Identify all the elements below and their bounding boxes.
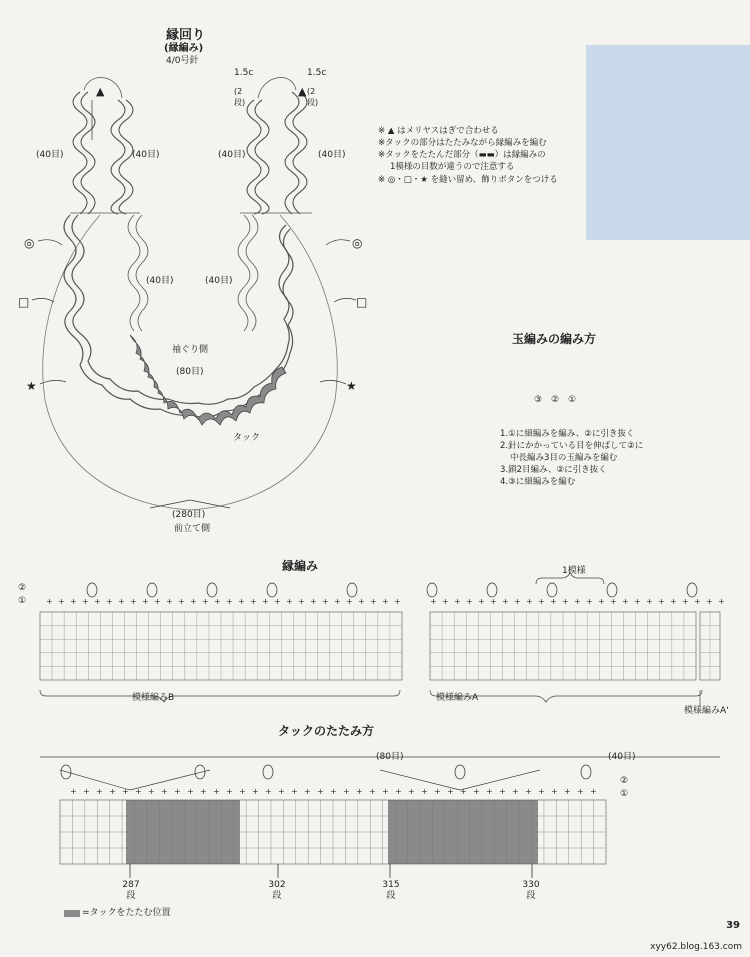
svg-text:+: + [538, 787, 545, 796]
bobble-title: 玉編みの編み方 [512, 332, 597, 346]
svg-text:+: + [466, 597, 473, 606]
left-height-label: 1.5c [234, 68, 254, 78]
border-chart-grid [40, 612, 720, 680]
svg-text:+: + [109, 787, 116, 796]
svg-text:+: + [190, 597, 197, 606]
svg-text:+: + [291, 787, 298, 796]
svg-text:+: + [122, 787, 129, 796]
svg-text:+: + [135, 787, 142, 796]
svg-text:+: + [252, 787, 259, 796]
svg-text:+: + [564, 787, 571, 796]
svg-text:+: + [442, 597, 449, 606]
tuck-total: (80目) [376, 752, 404, 762]
center-80-label: (80目) [176, 367, 204, 377]
bobble-step-2b: 中長編み3目の玉編みを編む [510, 453, 618, 463]
border-row-2: ② [18, 583, 27, 593]
note-2: ※タックの部分はたたみながら縁編みを編む [378, 138, 547, 148]
svg-text:+: + [430, 597, 437, 606]
svg-text:+: + [298, 597, 305, 606]
svg-text:+: + [598, 597, 605, 606]
svg-text:◎: ◎ [352, 236, 363, 250]
svg-text:+: + [682, 597, 689, 606]
svg-text:+: + [238, 597, 245, 606]
svg-text:+: + [525, 787, 532, 796]
svg-text:+: + [174, 787, 181, 796]
svg-text:◎: ◎ [24, 236, 35, 250]
needle-size: 4/0号針 [166, 56, 199, 66]
row-287: 287 段 [122, 880, 140, 901]
svg-text:+: + [526, 597, 533, 606]
seg-40-e: (40目) [146, 276, 174, 286]
seg-40-a: (40目) [36, 150, 64, 160]
svg-text:+: + [265, 787, 272, 796]
svg-text:□: □ [356, 295, 368, 309]
bottom-280-label: (280目) [172, 510, 206, 520]
bobble-step-1: 1.①に細編みを編み、②に引き抜く [500, 429, 635, 439]
svg-text:+: + [382, 787, 389, 796]
border-row-1: ① [18, 596, 27, 606]
svg-text:+: + [538, 597, 545, 606]
edging-title: 縁回り [166, 28, 206, 43]
seg-40-c: (40目) [218, 150, 246, 160]
svg-text:+: + [514, 597, 521, 606]
svg-text:+: + [70, 787, 77, 796]
svg-text:+: + [142, 597, 149, 606]
svg-text:+: + [286, 597, 293, 606]
tuck-label: タック [233, 433, 261, 443]
svg-text:+: + [346, 597, 353, 606]
svg-text:+: + [187, 787, 194, 796]
svg-text:+: + [460, 787, 467, 796]
svg-text:+: + [118, 597, 125, 606]
svg-text:+: + [502, 597, 509, 606]
pattern-a2-label: 模様編みA' [684, 706, 729, 716]
svg-text:+: + [694, 597, 701, 606]
svg-text:+: + [82, 597, 89, 606]
bobble-step-4: 4.③に細編みを編む [500, 477, 576, 487]
svg-text:+: + [577, 787, 584, 796]
svg-text:+: + [250, 597, 257, 606]
svg-text:+: + [130, 597, 137, 606]
svg-text:+: + [421, 787, 428, 796]
svg-text:+: + [58, 597, 65, 606]
svg-text:+: + [370, 597, 377, 606]
row-302: 302 段 [268, 880, 286, 901]
row-315: 315 段 [382, 880, 400, 901]
svg-text:□: □ [18, 295, 30, 309]
svg-text:+: + [499, 787, 506, 796]
border-chart-title: 縁編み [282, 559, 319, 573]
bobble-step-2: 2.針にかかっている目を伸ばして②に [500, 441, 644, 451]
seg-40-b: (40目) [132, 150, 160, 160]
svg-text:+: + [226, 597, 233, 606]
tuck-legend: =タックをたたむ位置 [82, 908, 171, 918]
svg-text:+: + [551, 787, 558, 796]
svg-text:+: + [486, 787, 493, 796]
svg-text:+: + [358, 597, 365, 606]
svg-text:+: + [394, 597, 401, 606]
pattern-a-label: 模様編みA [436, 693, 479, 703]
svg-text:+: + [278, 787, 285, 796]
svg-text:+: + [310, 597, 317, 606]
tuck-row-2: ② [620, 776, 629, 786]
seg-40-d: (40目) [318, 150, 346, 160]
svg-text:+: + [408, 787, 415, 796]
repeat-label: 1模様 [562, 566, 586, 576]
svg-text:+: + [369, 787, 376, 796]
svg-text:+: + [610, 597, 617, 606]
svg-text:+: + [395, 787, 402, 796]
bobble-num-1: ① [568, 395, 577, 405]
svg-text:+: + [200, 787, 207, 796]
page-number: 39 [726, 920, 740, 931]
svg-text:+: + [96, 787, 103, 796]
svg-text:★: ★ [346, 379, 357, 393]
seg-40-f: (40目) [205, 276, 233, 286]
svg-text:+: + [166, 597, 173, 606]
svg-text:+: + [330, 787, 337, 796]
footer-watermark: xyy62.blog.163.com [650, 942, 742, 952]
svg-text:+: + [213, 787, 220, 796]
right-height-label: 1.5c [307, 68, 327, 78]
svg-text:+: + [670, 597, 677, 606]
svg-text:+: + [590, 787, 597, 796]
svg-text:+: + [46, 597, 53, 606]
svg-text:+: + [622, 597, 629, 606]
pattern-b-label: 模様編みB [132, 693, 175, 703]
svg-text:+: + [148, 787, 155, 796]
svg-text:+: + [447, 787, 454, 796]
svg-text:+: + [586, 597, 593, 606]
row-330: 330 段 [522, 880, 540, 901]
svg-text:+: + [478, 597, 485, 606]
svg-text:+: + [161, 787, 168, 796]
svg-text:+: + [706, 597, 713, 606]
note-3: ※タックをたたんだ部分（▬▬）は縁編みの [378, 150, 546, 160]
right-rows-label: (2 段) [307, 87, 319, 107]
tuck-row-1: ① [620, 789, 629, 799]
svg-text:+: + [574, 597, 581, 606]
svg-text:+: + [304, 787, 311, 796]
note-4: 1模様の目数が違うので注意する [390, 162, 515, 172]
svg-text:+: + [274, 597, 281, 606]
svg-text:+: + [490, 597, 497, 606]
svg-text:+: + [562, 597, 569, 606]
svg-text:+: + [317, 787, 324, 796]
bobble-step-3: 3.鎖2目編み、②に引き抜く [500, 465, 607, 475]
svg-text:+: + [106, 597, 113, 606]
svg-text:+: + [454, 597, 461, 606]
left-rows-label: (2 段) [234, 87, 246, 107]
svg-text:+: + [634, 597, 641, 606]
svg-text:+: + [83, 787, 90, 796]
svg-text:★: ★ [26, 379, 37, 393]
svg-text:+: + [178, 597, 185, 606]
svg-text:+: + [322, 597, 329, 606]
svg-text:+: + [94, 597, 101, 606]
svg-text:▲: ▲ [298, 85, 307, 98]
svg-text:+: + [356, 787, 363, 796]
svg-text:+: + [512, 787, 519, 796]
svg-text:+: + [70, 597, 77, 606]
svg-text:▲: ▲ [96, 85, 105, 98]
svg-text:+: + [434, 787, 441, 796]
svg-text:+: + [550, 597, 557, 606]
note-5: ※ ◎・□・★ を縫い留め、飾りボタンをつける [378, 175, 558, 185]
svg-text:+: + [154, 597, 161, 606]
edging-subtitle: (縁編み) [164, 43, 204, 54]
svg-text:+: + [239, 787, 246, 796]
svg-text:+: + [473, 787, 480, 796]
svg-text:+: + [646, 597, 653, 606]
note-1: ※ ▲ はメリヤスはぎで合わせる [378, 126, 499, 136]
svg-text:+: + [658, 597, 665, 606]
svg-text:+: + [214, 597, 221, 606]
front-label: 前立て側 [174, 524, 211, 534]
armhole-label: 袖ぐり側 [172, 345, 209, 355]
bobble-num-3: ③ [534, 395, 543, 405]
svg-text:+: + [226, 787, 233, 796]
svg-text:+: + [334, 597, 341, 606]
svg-text:+: + [343, 787, 350, 796]
tuck-chart-title: タックのたたみ方 [278, 724, 375, 738]
tuck-part: (40目) [608, 752, 636, 762]
svg-text:+: + [202, 597, 209, 606]
bobble-num-2: ② [551, 395, 560, 405]
svg-text:+: + [382, 597, 389, 606]
svg-text:+: + [262, 597, 269, 606]
svg-text:+: + [718, 597, 725, 606]
